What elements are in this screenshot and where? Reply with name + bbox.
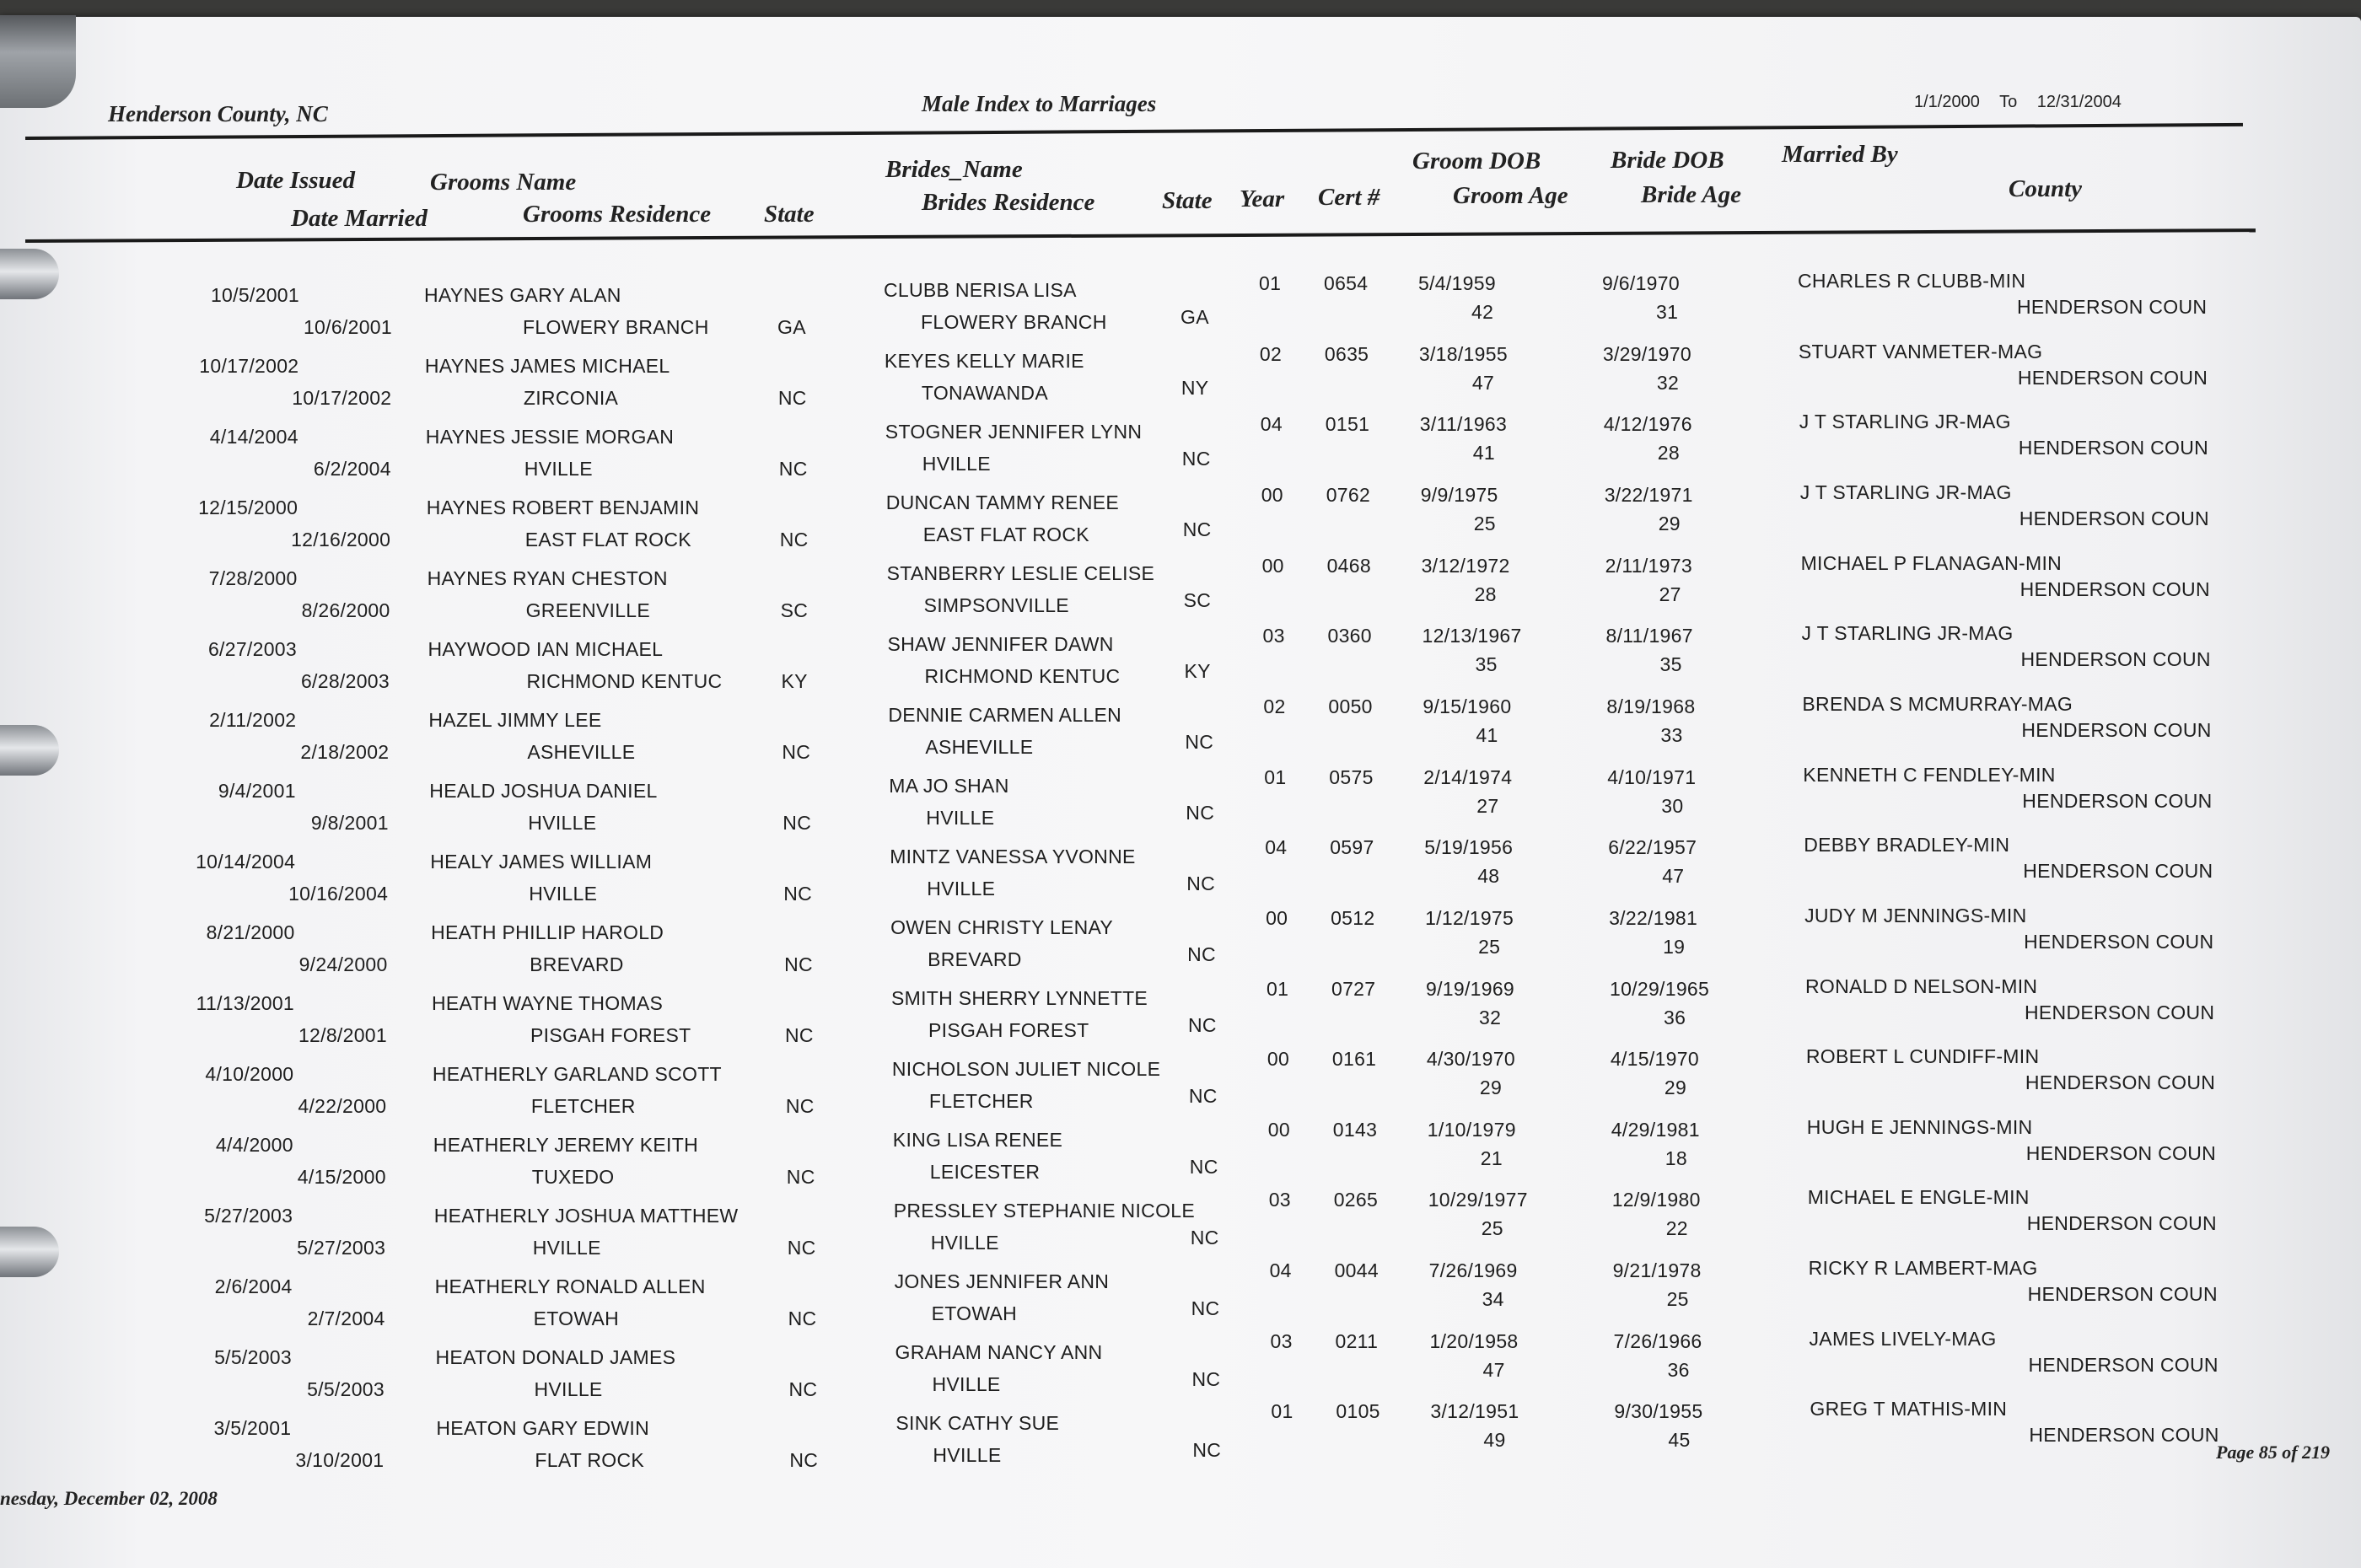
record-county: HENDERSON COUN (2025, 1001, 2215, 1023)
record-groom: HAYNES GARY ALAN (424, 284, 621, 306)
record-groom: HAYNES JAMES MICHAEL (424, 355, 670, 377)
record-g-res: HVILLE (524, 458, 593, 480)
col-brides-residence: Brides Residence (922, 189, 1095, 216)
record-g-res: HVILLE (534, 1378, 603, 1400)
record-g-dob: 3/18/1955 (1418, 342, 1508, 365)
record-by: JUDY M JENNINGS-MIN (1804, 904, 2027, 926)
record-county: HENDERSON COUN (2028, 1353, 2218, 1376)
record-issued: 5/27/2003 (204, 1205, 293, 1227)
record-g-res: FLAT ROCK (535, 1449, 645, 1471)
record-b-state: NC (1185, 731, 1214, 753)
record-cert: 0575 (1329, 765, 1374, 788)
record-g-res: HVILLE (528, 812, 597, 834)
record-by: CHARLES R CLUBB-MIN (1798, 270, 2026, 292)
record-g-age: 25 (1481, 1217, 1503, 1240)
record-g-dob: 3/11/1963 (1419, 413, 1508, 436)
col-state: State (764, 201, 815, 228)
record-groom: HEATHERLY JOSHUA MATTHEW (433, 1205, 739, 1227)
record-cert: 0360 (1327, 625, 1372, 647)
col-date-married: Date Married (291, 205, 428, 232)
record-g-dob: 7/26/1969 (1428, 1259, 1518, 1282)
record-b-age: 45 (1668, 1429, 1691, 1452)
record-groom: HAYNES ROBERT BENJAMIN (426, 497, 700, 518)
record-issued: 4/10/2000 (205, 1063, 294, 1085)
record-b-state: SC (1183, 589, 1212, 611)
record-county: HENDERSON COUN (2022, 789, 2213, 812)
record-b-dob: 4/29/1981 (1611, 1118, 1700, 1141)
record-year: 03 (1262, 625, 1285, 647)
record-g-res: GREENVILLE (525, 599, 651, 621)
record-g-dob: 5/4/1959 (1418, 272, 1496, 294)
record-cert: 0044 (1334, 1259, 1379, 1282)
record-b-state: NC (1191, 1368, 1221, 1390)
record-b-state: NC (1187, 943, 1216, 965)
record-b-res: HVILLE (932, 1373, 1001, 1395)
record-issued: 5/5/2003 (214, 1346, 292, 1368)
record-year: 03 (1270, 1329, 1293, 1352)
record-b-res: TONAWANDA (921, 382, 1048, 404)
record-g-dob: 9/15/1960 (1423, 695, 1512, 717)
record-g-age: 42 (1471, 301, 1494, 323)
record-issued: 4/4/2000 (215, 1134, 293, 1156)
record-b-state: NC (1192, 1439, 1222, 1461)
record-year: 00 (1267, 1118, 1290, 1141)
record-cert: 0143 (1332, 1118, 1378, 1141)
record-married: 6/28/2003 (300, 670, 390, 692)
record-g-state: NC (779, 529, 809, 550)
record-b-dob: 4/12/1976 (1603, 413, 1692, 436)
record-b-dob: 4/10/1971 (1607, 765, 1697, 788)
record-by: MICHAEL E ENGLE-MIN (1807, 1186, 2030, 1209)
record-b-age: 28 (1657, 442, 1680, 464)
record-b-dob: 3/22/1971 (1604, 483, 1693, 506)
record-by: KENNETH C FENDLEY-MIN (1803, 763, 2056, 786)
record-by: RONALD D NELSON-MIN (1805, 975, 2038, 997)
record-g-dob: 2/14/1974 (1423, 765, 1513, 788)
record-year: 00 (1267, 1048, 1290, 1071)
record-g-age: 25 (1473, 512, 1496, 534)
record-g-state: NC (783, 883, 813, 905)
page-number: Page 85 of 219 (2216, 1442, 2331, 1463)
record-bride: KEYES KELLY MARIE (884, 350, 1084, 372)
record-b-res: FLETCHER (928, 1090, 1034, 1112)
record-groom: HAYNES JESSIE MORGAN (425, 426, 675, 448)
record-county: HENDERSON COUN (2029, 1424, 2219, 1447)
record-g-age: 21 (1480, 1146, 1503, 1169)
record-county: HENDERSON COUN (2025, 1071, 2216, 1094)
record-g-res: ASHEVILLE (527, 741, 636, 763)
report-title: Male Index to Marriages (922, 91, 1157, 116)
record-married: 4/22/2000 (298, 1095, 387, 1117)
record-b-age: 30 (1661, 794, 1684, 817)
record-cert: 0635 (1324, 342, 1369, 365)
record-by: ROBERT L CUNDIFF-MIN (1805, 1045, 2040, 1068)
record-g-dob: 12/13/1967 (1422, 625, 1522, 647)
record-married: 5/5/2003 (307, 1378, 385, 1400)
record-county: HENDERSON COUN (2023, 860, 2213, 883)
record-issued: 10/17/2002 (199, 355, 299, 377)
record-b-dob: 3/22/1981 (1609, 906, 1698, 929)
record-married: 3/10/2001 (295, 1449, 385, 1471)
record-year: 01 (1267, 977, 1289, 1000)
record-g-dob: 1/20/1958 (1429, 1329, 1519, 1352)
record-married: 12/8/2001 (298, 1024, 387, 1046)
record-b-age: 25 (1666, 1288, 1689, 1311)
record-issued: 7/28/2000 (208, 567, 298, 589)
record-married: 2/18/2002 (300, 741, 390, 763)
record-county: HENDERSON COUN (2017, 366, 2208, 389)
record-year: 00 (1261, 483, 1283, 506)
record-county: HENDERSON COUN (2024, 930, 2214, 953)
record-b-state: NC (1186, 802, 1215, 824)
record-b-res: LEICESTER (929, 1161, 1041, 1183)
record-b-res: HVILLE (926, 807, 995, 829)
record-g-state: KY (781, 670, 808, 692)
record-b-state: NC (1188, 1014, 1217, 1036)
record-cert: 0151 (1325, 413, 1370, 436)
record-bride: STOGNER JENNIFER LYNN (885, 421, 1143, 443)
record-bride: MA JO SHAN (889, 775, 1009, 797)
record-b-res: HVILLE (930, 1232, 999, 1254)
record-cert: 0050 (1328, 695, 1373, 717)
record-g-state: NC (782, 741, 811, 763)
record-b-dob: 8/11/1967 (1605, 625, 1693, 647)
record-bride: STANBERRY LESLIE CELISE (886, 562, 1155, 584)
record-g-res: FLOWERY BRANCH (523, 316, 709, 338)
record-g-state: NC (777, 387, 807, 409)
record-g-state: NC (787, 1237, 816, 1259)
record-issued: 6/27/2003 (207, 638, 297, 660)
col-bride-dob: Bride DOB (1611, 147, 1724, 174)
record-b-dob: 6/22/1957 (1608, 836, 1697, 859)
record-married: 6/2/2004 (313, 458, 391, 480)
record-bride: JONES JENNIFER ANN (894, 1270, 1110, 1292)
record-g-age: 41 (1472, 442, 1495, 464)
record-married: 2/7/2004 (307, 1308, 385, 1329)
record-b-state: NC (1190, 1227, 1219, 1248)
record-bride: NICHOLSON JULIET NICOLE (891, 1058, 1161, 1080)
record-b-res: RICHMOND KENTUC (924, 665, 1121, 687)
record-b-age: 31 (1656, 301, 1679, 323)
record-bride: GRAHAM NANCY ANN (895, 1341, 1103, 1363)
record-groom: HAYNES RYAN CHESTON (427, 567, 668, 589)
record-b-state: NC (1181, 448, 1211, 470)
record-year: 02 (1263, 695, 1286, 717)
col-brides-name: Brides_Name (885, 156, 1023, 183)
record-bride: DENNIE CARMEN ALLEN (888, 704, 1122, 726)
record-g-res: BREVARD (530, 953, 624, 975)
record-g-state: GA (777, 316, 806, 338)
record-b-age: 19 (1663, 935, 1686, 958)
record-b-age: 29 (1664, 1077, 1687, 1099)
record-by: BRENDA S MCMURRAY-MAG (1802, 692, 2073, 715)
record-b-dob: 10/29/1965 (1610, 977, 1710, 1000)
record-g-age: 47 (1482, 1358, 1505, 1381)
record-bride: SMITH SHERRY LYNNETTE (891, 987, 1148, 1009)
record-b-res: HVILLE (922, 453, 991, 475)
record-cert: 0762 (1326, 483, 1371, 506)
record-b-state: NC (1188, 1085, 1218, 1107)
record-bride: SINK CATHY SUE (895, 1412, 1060, 1434)
record-g-res: TUXEDO (531, 1166, 615, 1188)
record-b-age: 18 (1665, 1146, 1687, 1169)
date-to: 12/31/2004 (2036, 93, 2122, 111)
record-county: HENDERSON COUN (2019, 507, 2209, 529)
record-county: HENDERSON COUN (2025, 1141, 2217, 1164)
record-b-state: NY (1180, 377, 1209, 399)
col-year: Year (1240, 185, 1285, 212)
record-cert: 0105 (1336, 1400, 1380, 1423)
record-g-dob: 1/10/1979 (1427, 1118, 1516, 1141)
record-g-age: 27 (1476, 794, 1499, 817)
record-b-dob: 9/30/1955 (1614, 1400, 1703, 1423)
record-g-dob: 3/12/1972 (1421, 554, 1510, 577)
print-date: nesday, December 02, 2008 (0, 1488, 218, 1509)
record-b-state: NC (1182, 518, 1212, 540)
record-b-dob: 3/29/1970 (1602, 342, 1691, 365)
record-cert: 0161 (1331, 1048, 1377, 1071)
record-g-state: NC (778, 458, 808, 480)
record-issued: 8/21/2000 (206, 921, 295, 943)
date-to-label: To (1999, 93, 2018, 111)
col-married-by: Married By (1782, 141, 1898, 168)
record-b-age: 33 (1660, 723, 1683, 746)
record-issued: 10/14/2004 (196, 851, 296, 873)
col-cert: Cert # (1318, 184, 1380, 211)
record-by: J T STARLING JR-MAG (1799, 481, 2012, 503)
record-b-age: 22 (1665, 1217, 1688, 1240)
record-married: 10/6/2001 (303, 316, 392, 338)
record-b-dob: 8/19/1968 (1606, 695, 1696, 717)
record-g-dob: 10/29/1977 (1428, 1189, 1528, 1211)
record-b-state: GA (1180, 306, 1209, 328)
record-g-state: NC (788, 1308, 817, 1329)
record-g-state: NC (785, 1024, 814, 1046)
record-county: HENDERSON COUN (2019, 577, 2210, 600)
record-b-age: 36 (1664, 1006, 1686, 1028)
record-b-age: 29 (1658, 512, 1681, 534)
record-married: 10/17/2002 (292, 387, 392, 409)
record-g-res: FLETCHER (530, 1095, 636, 1117)
record-g-age: 25 (1478, 935, 1501, 958)
record-year: 01 (1271, 1400, 1293, 1423)
date-from: 1/1/2000 (1914, 93, 1980, 111)
record-groom: HEATHERLY GARLAND SCOTT (432, 1063, 722, 1085)
record-issued: 11/13/2001 (196, 992, 294, 1014)
record-county: HENDERSON COUN (2021, 718, 2212, 741)
record-bride: DUNCAN TAMMY RENEE (885, 491, 1120, 513)
record-g-age: 41 (1476, 723, 1498, 746)
record-g-state: NC (789, 1449, 819, 1471)
record-b-res: HVILLE (927, 878, 996, 899)
record-g-state: NC (783, 812, 812, 834)
record-g-age: 32 (1479, 1006, 1502, 1028)
record-g-res: EAST FLAT ROCK (524, 529, 691, 550)
record-g-dob: 3/12/1951 (1430, 1400, 1519, 1423)
record-married: 8/26/2000 (301, 599, 390, 621)
record-g-state: NC (785, 1095, 815, 1117)
record-groom: HEATHERLY JEREMY KEITH (433, 1134, 698, 1156)
record-g-age: 49 (1483, 1429, 1506, 1452)
record-married: 5/27/2003 (297, 1237, 386, 1259)
record-by: J T STARLING JR-MAG (1801, 622, 2014, 645)
record-g-res: PISGAH FOREST (530, 1024, 691, 1046)
record-cert: 0468 (1326, 554, 1371, 577)
record-cert: 0654 (1324, 272, 1369, 294)
record-year: 04 (1265, 836, 1288, 859)
record-g-age: 48 (1477, 865, 1500, 888)
record-g-dob: 9/19/1969 (1426, 977, 1515, 1000)
record-b-dob: 12/9/1980 (1611, 1189, 1701, 1211)
record-bride: CLUBB NERISA LISA (884, 279, 1077, 301)
record-by: JAMES LIVELY-MAG (1809, 1327, 1997, 1350)
col-grooms-residence: Grooms Residence (523, 201, 712, 228)
record-cert: 0512 (1331, 906, 1375, 929)
record-g-age: 28 (1474, 583, 1497, 605)
col-date-issued: Date Issued (236, 167, 355, 194)
record-married: 12/16/2000 (291, 529, 391, 550)
record-issued: 3/5/2001 (213, 1417, 292, 1439)
record-cert: 0265 (1333, 1189, 1379, 1211)
record-b-dob: 9/6/1970 (1602, 272, 1680, 294)
col-bride-state: State (1162, 187, 1213, 214)
record-b-dob: 9/21/1978 (1612, 1259, 1702, 1282)
record-groom: HEATON DONALD JAMES (435, 1346, 676, 1368)
record-b-res: BREVARD (928, 948, 1022, 970)
record-county: HENDERSON COUN (2017, 296, 2208, 318)
record-issued: 9/4/2001 (218, 780, 296, 802)
record-bride: OWEN CHRISTY LENAY (890, 916, 1114, 938)
record-g-dob: 1/12/1975 (1425, 906, 1514, 929)
record-issued: 12/15/2000 (198, 497, 298, 518)
record-b-age: 27 (1659, 583, 1681, 605)
record-b-res: SIMPSONVILLE (923, 594, 1069, 616)
record-b-res: ETOWAH (931, 1302, 1018, 1324)
record-county: HENDERSON COUN (2020, 648, 2211, 671)
record-groom: HAZEL JIMMY LEE (428, 709, 602, 731)
record-county: HENDERSON COUN (2026, 1212, 2217, 1235)
record-g-age: 34 (1482, 1288, 1504, 1311)
record-b-res: HVILLE (933, 1444, 1002, 1466)
record-issued: 4/14/2004 (209, 426, 298, 448)
col-groom-age: Groom Age (1453, 182, 1568, 209)
record-by: RICKY R LAMBERT-MAG (1808, 1257, 2038, 1280)
record-by: J T STARLING JR-MAG (1799, 411, 2011, 433)
record-by: MICHAEL P FLANAGAN-MIN (1800, 551, 2063, 574)
record-b-res: EAST FLAT ROCK (922, 524, 1089, 545)
record-groom: HEATHERLY RONALD ALLEN (434, 1275, 706, 1297)
record-g-age: 35 (1475, 653, 1498, 676)
record-county: HENDERSON COUN (2027, 1283, 2218, 1306)
record-cert: 0597 (1330, 836, 1374, 859)
record-g-dob: 5/19/1956 (1424, 836, 1514, 859)
record-groom: HAYWOOD IAN MICHAEL (428, 638, 664, 660)
record-g-res: RICHMOND KENTUC (526, 670, 723, 692)
record-g-age: 29 (1479, 1077, 1503, 1099)
record-b-age: 35 (1659, 653, 1682, 676)
record-by: STUART VANMETER-MAG (1798, 340, 2043, 362)
record-married: 9/24/2000 (298, 953, 388, 975)
record-by: GREG T MATHIS-MIN (1810, 1398, 2008, 1420)
record-b-dob: 4/15/1970 (1610, 1048, 1699, 1071)
record-bride: KING LISA RENEE (892, 1129, 1063, 1151)
record-bride: MINTZ VANESSA YVONNE (890, 846, 1136, 867)
record-married: 10/16/2004 (288, 883, 389, 905)
record-g-res: ZIRCONIA (523, 387, 619, 409)
record-groom: HEATH PHILLIP HAROLD (431, 921, 664, 943)
record-year: 00 (1266, 906, 1288, 929)
record-issued: 2/11/2002 (209, 709, 297, 731)
record-by: HUGH E JENNINGS-MIN (1806, 1115, 2033, 1138)
record-g-res: ETOWAH (533, 1308, 620, 1329)
col-grooms-name: Grooms Name (430, 169, 577, 196)
record-year: 01 (1264, 765, 1287, 788)
record-groom: HEALD JOSHUA DANIEL (429, 780, 658, 802)
record-b-state: NC (1189, 1156, 1218, 1178)
record-cert: 0727 (1331, 977, 1376, 1000)
record-married: 9/8/2001 (310, 812, 389, 834)
record-b-state: NC (1186, 873, 1216, 894)
record-year: 02 (1259, 342, 1283, 365)
record-b-age: 36 (1667, 1358, 1690, 1381)
col-county: County (2009, 175, 2083, 202)
record-g-age: 47 (1471, 371, 1495, 394)
record-issued: 10/5/2001 (210, 284, 299, 306)
record-county: HENDERSON COUN (2018, 437, 2209, 459)
record-g-state: NC (784, 953, 813, 975)
record-b-res: FLOWERY BRANCH (921, 311, 1107, 333)
record-g-res: HVILLE (532, 1237, 601, 1259)
record-groom: HEATH WAYNE THOMAS (432, 992, 664, 1014)
record-g-dob: 9/9/1975 (1420, 483, 1498, 506)
record-year: 00 (1261, 554, 1284, 577)
record-b-res: ASHEVILLE (925, 736, 1034, 758)
record-cert: 0211 (1335, 1329, 1379, 1352)
record-year: 04 (1260, 413, 1283, 436)
record-by: DEBBY BRADLEY-MIN (1804, 834, 2010, 856)
record-year: 04 (1269, 1259, 1292, 1282)
county-title: Henderson County, NC (108, 101, 328, 126)
record-bride: SHAW JENNIFER DAWN (887, 633, 1114, 655)
record-groom: HEALY JAMES WILLIAM (430, 851, 653, 873)
record-g-state: NC (786, 1166, 815, 1188)
record-b-state: NC (1191, 1297, 1220, 1319)
record-b-age: 47 (1662, 865, 1685, 888)
record-married: 4/15/2000 (297, 1166, 386, 1188)
record-g-state: SC (780, 599, 809, 621)
record-b-dob: 2/11/1973 (1605, 554, 1692, 577)
record-issued: 2/6/2004 (214, 1275, 293, 1297)
record-year: 03 (1268, 1189, 1291, 1211)
record-b-state: KY (1184, 660, 1211, 682)
record-b-dob: 7/26/1966 (1613, 1329, 1702, 1352)
col-bride-age: Bride Age (1641, 181, 1741, 208)
record-bride: PRESSLEY STEPHANIE NICOLE (893, 1200, 1195, 1222)
record-g-res: HVILLE (529, 883, 598, 905)
record-g-state: NC (788, 1378, 818, 1400)
record-year: 01 (1259, 272, 1282, 294)
col-groom-dob: Groom DOB (1412, 148, 1541, 175)
record-b-res: PISGAH FOREST (928, 1019, 1089, 1041)
record-groom: HEATON GARY EDWIN (436, 1417, 649, 1439)
record-g-dob: 4/30/1970 (1426, 1048, 1515, 1071)
record-b-age: 32 (1656, 371, 1680, 394)
